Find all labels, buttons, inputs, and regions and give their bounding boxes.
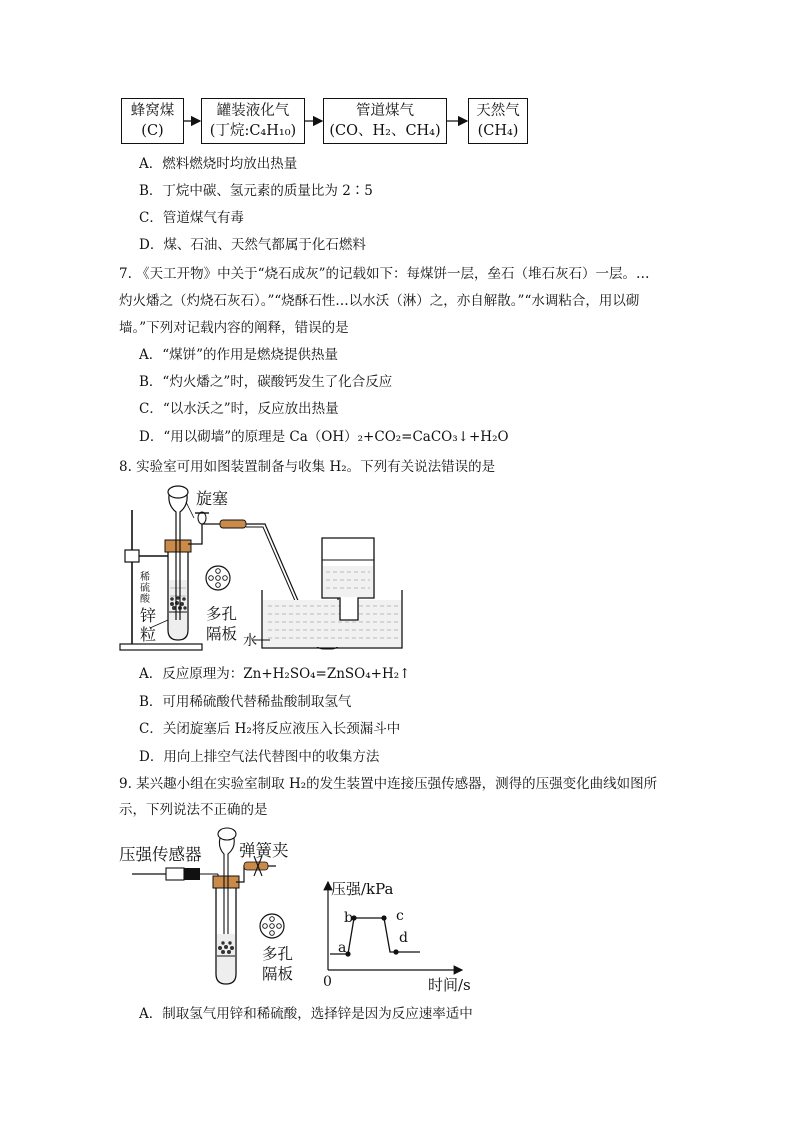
q7-option-d: D．“用以砌墙”的原理是 Ca（OH）₂+CO₂=CaCO₃↓+H₂O: [139, 429, 509, 445]
q9-label-plate: 多孔隔板: [262, 945, 294, 983]
q7-stem-line-2: 灼火燔之（灼烧石灰石）。”“烧酥石性…以水沃（淋）之，亦自解散。”“水调粘合，用以砌: [119, 293, 640, 309]
flow-box-4-formula: (CH₄): [477, 123, 519, 139]
q6-option-a: A．燃料燃烧时均放出热量: [139, 156, 298, 172]
point-c: [381, 915, 386, 920]
q8-label-plate: 多孔隔板: [206, 605, 238, 643]
flow-box-1-formula: (C): [141, 123, 164, 139]
q7-option-b: B．“灼火燔之”时，碳酸钙发生了化合反应: [139, 374, 393, 390]
flow-box-3-name: 管道煤气: [356, 103, 414, 119]
flow-arrows: [0, 0, 794, 160]
flow-box-2-formula: (丁烷:C₄H₁₀): [209, 123, 297, 139]
q6-option-b: B．丁烷中碳、氢元素的质量比为 2∶5: [139, 183, 373, 199]
q8-option-b: B．可用稀硫酸代替稀盐酸制取氢气: [139, 694, 352, 710]
graph-origin: 0: [323, 974, 332, 990]
q9-funnel-bulb: [218, 828, 236, 840]
rubber-tube: [220, 520, 246, 528]
q7-stem-line-3: 墙。”下列对记载内容的阐释，错误的是: [119, 320, 349, 336]
q9-label-clip: 弹簧夹: [239, 841, 289, 860]
stopcock-valve: [198, 512, 206, 524]
q7-option-c: C．“以水沃之”时，反应放出热量: [139, 401, 339, 417]
graph-label-d: d: [399, 930, 408, 946]
q9-stopper: [213, 876, 239, 888]
q9-stem-line-1: 9. 某兴趣小组在实验室制取 H₂的发生装置中连接压强传感器，测得的压强变化曲线如图所: [119, 776, 658, 792]
q8-option-d: D．用向上排空气法代替图中的收集方法: [139, 749, 380, 765]
graph-ylabel: 压强/kPa: [331, 880, 394, 898]
q9-stem-line-2: 示，下列说法不正确的是: [119, 802, 268, 818]
q8-label-zinc: 锌粒: [140, 606, 157, 644]
q6-option-d: D．煤、石油、天然气都属于化石燃料: [139, 237, 366, 253]
graph-xlabel: 时间/s: [428, 976, 471, 994]
flow-box-3-formula: (CO、H₂、CH₄): [329, 123, 441, 139]
graph-label-a: a: [338, 940, 347, 956]
q8-stem: 8. 实验室可用如图装置制备与收集 H₂。下列有关说法错误的是: [119, 459, 496, 475]
q9-option-a: A．制取氢气用锌和稀硫酸，选择锌是因为反应速率适中: [139, 1006, 473, 1022]
q8-option-a: A．反应原理为：Zn+H₂SO₄=ZnSO₄+H₂↑: [139, 666, 411, 682]
point-d: [393, 949, 398, 954]
rubber-stopper: [165, 540, 191, 552]
funnel-bulb: [168, 486, 188, 498]
q8-label-stopcock: 旋塞: [196, 489, 229, 508]
trough-water: [263, 600, 401, 647]
q6-option-c: C．管道煤气有毒: [139, 210, 244, 226]
flow-box-2-name: 罐装液化气: [216, 103, 290, 119]
q7-option-a: A．“煤饼”的作用是燃烧提供热量: [139, 347, 339, 363]
stand-clamp: [125, 550, 139, 562]
flow-box-4-name: 天然气: [476, 103, 520, 119]
q8-option-c: C．关闭旋塞后 H₂将反应液压入长颈漏斗中: [139, 721, 401, 737]
graph-label-c: c: [396, 908, 404, 924]
q8-label-acid: 稀硫酸: [140, 572, 150, 605]
flow-box-1-name: 蜂窝煤: [130, 103, 175, 119]
q9-label-sensor: 压强传感器: [119, 845, 202, 864]
pressure-sensor: [166, 868, 184, 880]
graph-label-b: b: [344, 910, 353, 926]
q7-stem-line-1: 7. 《天工开物》中关于“烧石成灰”的记载如下：每煤饼一层，垒石（堆石灰石）一层。…: [119, 266, 650, 282]
stand-base: [120, 644, 202, 650]
q8-label-water: 水: [243, 633, 257, 649]
